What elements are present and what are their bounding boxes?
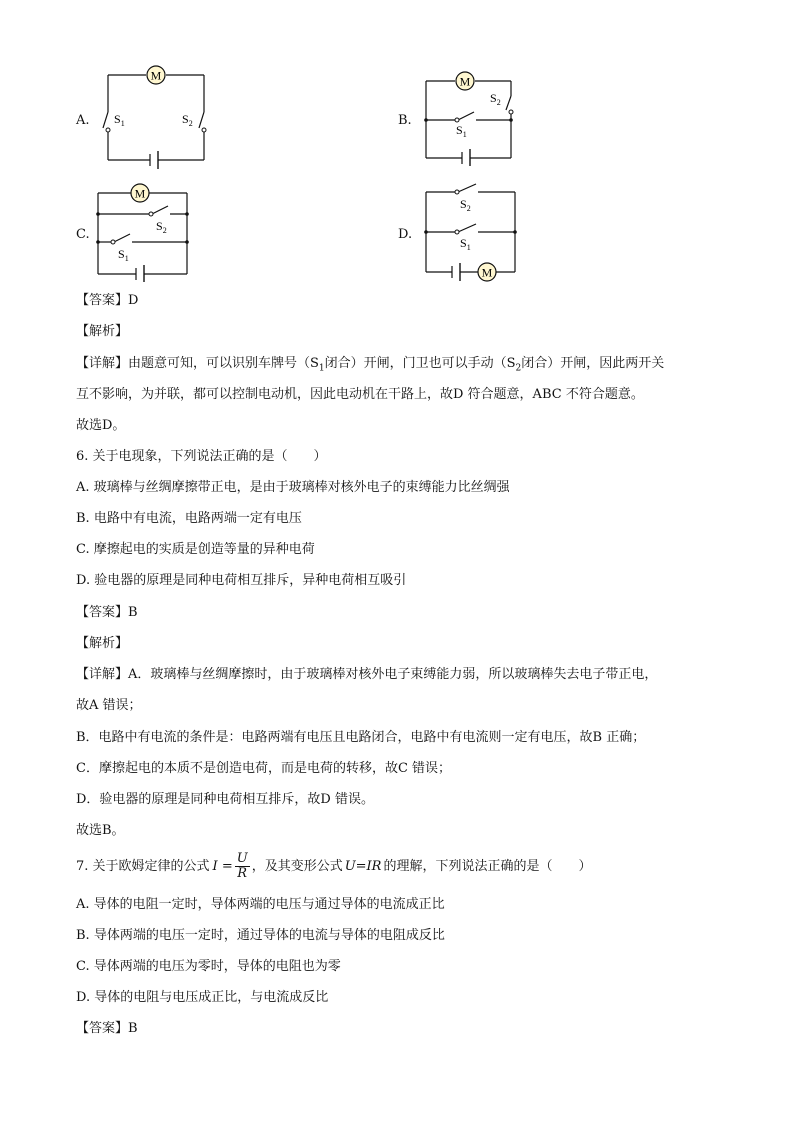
circuit-diagram-a	[96, 62, 216, 174]
q6-conclusion: 故选B。	[76, 823, 125, 838]
svg-text:M: M	[459, 74, 471, 89]
option-a-label: A.	[76, 113, 90, 128]
svg-text:S2: $S_2$	[182, 112, 193, 128]
q6-detail-line-2: 故A 错误；	[76, 698, 142, 713]
q6-option-c: C. 摩擦起电的实质是创造等量的异种电荷	[76, 542, 315, 557]
svg-text:M: M	[134, 186, 146, 201]
svg-text:M: M	[150, 68, 162, 83]
q5-answer: 【答案】D	[76, 293, 139, 308]
q6-detail-line-5: D．验电器的原理是同种电荷相互排斥，故D 错误。	[76, 792, 374, 807]
q6-option-d: D. 验电器的原理是同种电荷相互排斥，异种电荷相互吸引	[76, 573, 407, 588]
q5-conclusion: 故选D。	[76, 418, 126, 433]
formula-fraction: $\frac{U}{R}$	[236, 851, 248, 881]
q7-option-b: B. 导体两端的电压一定时，通过导体的电流与导体的电阻成反比	[76, 928, 445, 943]
circuit-diagram-c	[90, 182, 194, 282]
q5-detail-line-2: 互不影响，为并联，都可以控制电动机，因此电动机在干路上，故D 符合题意，ABC 不符合题意。	[76, 387, 644, 402]
svg-text:S1: $S_1$	[118, 247, 129, 263]
q7-answer: 【答案】B	[76, 1021, 138, 1036]
circuit-diagram-d	[418, 180, 524, 282]
q5-analysis-heading: 【解析】	[76, 324, 129, 339]
circuit-diagram-b	[418, 68, 528, 166]
svg-text:S2: $S_2$	[490, 91, 501, 107]
q6-option-b: B. 电路中有电流，电路两端一定有电压	[76, 511, 302, 526]
q7-stem: 7. 关于欧姆定律的公式 I = $\frac{U}{R}$ ，及其变形公式 U=IR 的理解，下列说法正确的是（ ）	[76, 851, 592, 881]
option-b-label: B.	[398, 113, 412, 128]
q6-stem: 6. 关于电现象，下列说法正确的是（ ）	[76, 449, 327, 464]
svg-text:S1: $S_1$	[456, 123, 467, 139]
q6-analysis-heading: 【解析】	[76, 636, 129, 651]
q6-option-a: A. 玻璃棒与丝绸摩擦带正电，是由于玻璃棒对核外电子的束缚能力比丝绸强	[76, 480, 510, 495]
svg-text:S1: $S_1$	[460, 236, 471, 252]
q6-detail-line-1: 【详解】A．玻璃棒与丝绸摩擦时，由于玻璃棒对核外电子束缚能力弱，所以玻璃棒失去电子带正电，	[76, 667, 658, 682]
q7-option-d: D. 导体的电阻与电压成正比，与电流成反比	[76, 990, 329, 1005]
svg-text:S2: $S_2$	[156, 219, 167, 235]
q7-option-c: C. 导体两端的电压为零时，导体的电阻也为零	[76, 959, 341, 974]
svg-text:S2: $S_2$	[460, 197, 471, 213]
svg-text:S1: $S_1$	[114, 112, 125, 128]
option-d-label: D.	[398, 227, 413, 242]
q7-option-a: A. 导体的电阻一定时，导体两端的电压与通过导体的电流成正比	[76, 897, 445, 912]
q6-answer: 【答案】B	[76, 605, 138, 620]
formula-lhs: I =	[212, 859, 233, 874]
q6-detail-line-4: C．摩擦起电的本质不是创造电荷，而是电荷的转移，故C 错误；	[76, 761, 452, 776]
q6-detail-line-3: B．电路中有电流的条件是：电路两端有电压且电路闭合，电路中有电流则一定有电压，故B 正确；	[76, 730, 646, 745]
q5-detail-line-1: 【详解】由题意可知，可以识别车牌号（$S_1$闭合）开闸，门卫也可以手动（$S_2$闭合）开闸，因此两开关	[76, 356, 665, 374]
option-c-label: C.	[76, 227, 90, 242]
svg-text:M: M	[481, 265, 493, 280]
